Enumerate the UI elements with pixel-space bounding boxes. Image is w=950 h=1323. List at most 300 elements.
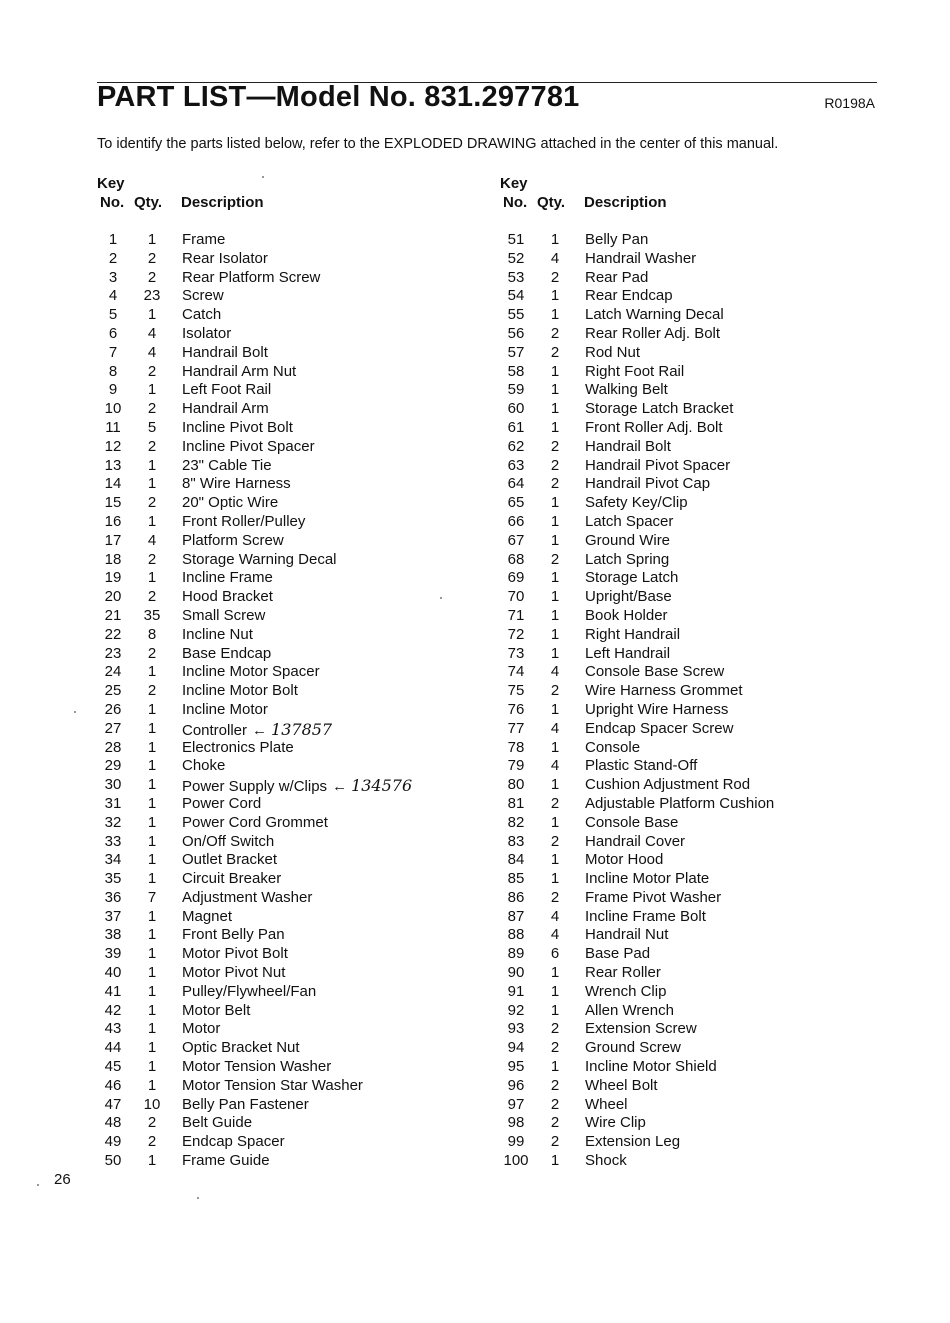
part-row [500, 1114, 880, 1133]
part-description-text: Left Handrail [585, 644, 671, 662]
part-description [585, 814, 678, 831]
part-row [97, 1114, 477, 1133]
parts-list-left [97, 231, 477, 1171]
part-qty: 1 [550, 813, 560, 831]
part-key-no: 56 [507, 324, 525, 342]
part-description-text: Outlet Bracket [182, 851, 278, 869]
part-description [585, 231, 648, 248]
qty-header: Qty. [134, 194, 163, 211]
part-key-no: 92 [507, 1001, 525, 1019]
part-key-no: 81 [507, 794, 525, 812]
part-row [500, 776, 880, 795]
part-description-text: Rear Roller Adj. Bolt [585, 324, 721, 342]
part-key-no: 78 [507, 738, 525, 756]
page-number: 26 [54, 1171, 71, 1188]
part-row [500, 795, 880, 814]
part-key-no: 66 [507, 512, 525, 530]
part-row [97, 344, 477, 363]
part-description [585, 1096, 628, 1113]
part-description-text: Handrail Pivot Spacer [585, 456, 731, 474]
part-qty: 2 [147, 682, 157, 700]
part-description-text: Isolator [182, 324, 232, 342]
part-description-text: Latch Warning Decal [585, 306, 724, 324]
part-description-text: Extension Leg [585, 1133, 681, 1151]
part-description [585, 532, 670, 549]
part-key-no: 7 [108, 343, 118, 361]
part-description [182, 287, 224, 304]
part-description-text: Console Base [585, 813, 679, 831]
part-key-no: 62 [507, 437, 525, 455]
scan-speck [262, 176, 264, 178]
part-key-no: 23 [104, 644, 122, 662]
part-description-text: Wrench Clip [585, 982, 667, 1000]
part-description [182, 325, 231, 342]
part-key-no: 49 [104, 1133, 122, 1151]
part-description-text: On/Off Switch [182, 832, 275, 850]
part-description [182, 1133, 285, 1150]
part-description-text: Screw [182, 287, 224, 305]
scan-speck [74, 711, 76, 713]
part-row [97, 250, 477, 269]
part-description [182, 419, 293, 436]
part-description [585, 833, 685, 850]
part-description [585, 682, 743, 699]
part-description [182, 306, 221, 323]
part-description [182, 776, 412, 795]
part-row [97, 438, 477, 457]
part-description [182, 1077, 363, 1094]
part-description [182, 269, 320, 286]
no-header: No. [100, 194, 125, 211]
part-key-no: 50 [104, 1152, 122, 1170]
part-qty: 1 [550, 644, 560, 662]
part-description-text: Incline Motor Spacer [182, 663, 320, 681]
part-qty: 1 [147, 1058, 157, 1076]
part-qty: 1 [147, 663, 157, 681]
part-row [500, 1020, 880, 1039]
part-description [585, 626, 680, 643]
part-key-no: 70 [507, 588, 525, 606]
part-qty: 1 [550, 494, 560, 512]
part-row [97, 795, 477, 814]
part-key-no: 48 [104, 1114, 122, 1132]
part-row [97, 1020, 477, 1039]
part-key-no: 41 [104, 982, 122, 1000]
qty-header: Qty. [537, 194, 566, 211]
part-description [182, 457, 272, 474]
part-description-text: 20" Optic Wire [182, 494, 279, 512]
part-description-text: Incline Nut [182, 625, 253, 643]
part-key-no: 96 [507, 1076, 525, 1094]
part-qty: 1 [550, 400, 560, 418]
part-row [97, 306, 477, 325]
part-qty: 1 [550, 418, 560, 436]
part-description-text: Ground Wire [585, 531, 671, 549]
part-description-text: Walking Belt [585, 381, 668, 399]
part-qty: 1 [147, 719, 157, 737]
part-qty: 2 [550, 1114, 560, 1132]
part-description [182, 569, 273, 586]
part-key-no: 3 [108, 268, 118, 286]
part-description-text: Incline Motor Bolt [182, 682, 298, 700]
part-description-text: Magnet [182, 907, 233, 925]
part-row [500, 851, 880, 870]
part-qty: 1 [147, 870, 157, 888]
part-row [97, 325, 477, 344]
part-description [182, 363, 296, 380]
part-description-text: Frame Guide [182, 1152, 270, 1170]
part-description [585, 870, 709, 887]
part-key-no: 52 [507, 249, 525, 267]
handwritten-part-number: 134576 [351, 776, 413, 796]
part-row [97, 757, 477, 776]
part-qty: 1 [147, 776, 157, 794]
part-description [585, 663, 724, 680]
part-description-text: Power Cord [182, 794, 262, 812]
part-description [585, 1077, 658, 1094]
arrow-left-icon: ← [252, 721, 268, 739]
part-description [585, 269, 648, 286]
part-row [500, 833, 880, 852]
part-key-no: 60 [507, 400, 525, 418]
part-row [97, 1002, 477, 1021]
part-qty: 35 [143, 606, 161, 624]
part-qty: 7 [147, 888, 157, 906]
part-description-text: Right Foot Rail [585, 362, 685, 380]
part-key-no: 94 [507, 1039, 525, 1057]
part-qty: 1 [147, 381, 157, 399]
part-row [97, 419, 477, 438]
part-key-no: 97 [507, 1095, 525, 1113]
part-description [182, 231, 225, 248]
part-row [500, 532, 880, 551]
part-row [500, 1096, 880, 1115]
part-key-no: 51 [507, 231, 525, 248]
part-row [500, 701, 880, 720]
part-description-text: Endcap Spacer [182, 1133, 285, 1151]
part-description-text: Wheel Bolt [585, 1076, 658, 1094]
part-description-text: 23" Cable Tie [182, 456, 272, 474]
key-header: Key [500, 175, 528, 192]
part-description-text: Platform Screw [182, 531, 284, 549]
part-description-text: Incline Motor Shield [585, 1058, 717, 1076]
part-key-no: 32 [104, 813, 122, 831]
part-description [182, 663, 320, 680]
part-description-text: Handrail Cover [585, 832, 686, 850]
part-description [585, 344, 640, 361]
part-row [500, 964, 880, 983]
part-qty: 1 [550, 362, 560, 380]
part-description-text: Motor Tension Washer [182, 1058, 332, 1076]
part-qty: 1 [147, 813, 157, 831]
part-row [500, 569, 880, 588]
part-key-no: 68 [507, 550, 525, 568]
part-key-no: 27 [104, 719, 122, 737]
part-row [500, 438, 880, 457]
part-qty: 1 [147, 1076, 157, 1094]
part-key-no: 25 [104, 682, 122, 700]
part-description-text: Base Endcap [182, 644, 272, 662]
part-qty: 2 [147, 588, 157, 606]
part-key-no: 15 [104, 494, 122, 512]
part-description [182, 1020, 220, 1037]
part-qty: 1 [147, 851, 157, 869]
part-description-text: Circuit Breaker [182, 870, 282, 888]
part-description-text: Base Pad [585, 945, 651, 963]
part-description [182, 1002, 250, 1019]
part-description-text: Wire Clip [585, 1114, 646, 1132]
part-key-no: 57 [507, 343, 525, 361]
part-description [585, 701, 728, 718]
part-row [97, 1096, 477, 1115]
part-description-text: Handrail Nut [585, 926, 669, 944]
part-row [97, 231, 477, 250]
part-description-text: Front Belly Pan [182, 926, 285, 944]
no-header: No. [503, 194, 528, 211]
part-qty: 1 [550, 1152, 560, 1170]
part-qty: 2 [147, 1114, 157, 1132]
part-row [500, 513, 880, 532]
part-description [585, 983, 666, 1000]
part-row [97, 983, 477, 1002]
part-description-text: Right Handrail [585, 625, 681, 643]
part-qty: 2 [147, 644, 157, 662]
description-header: Description [181, 194, 264, 211]
part-description [585, 1002, 674, 1019]
part-key-no: 37 [104, 907, 122, 925]
part-qty: 1 [550, 1058, 560, 1076]
part-qty: 8 [147, 625, 157, 643]
part-key-no: 55 [507, 306, 525, 324]
part-key-no: 34 [104, 851, 122, 869]
part-qty: 2 [550, 682, 560, 700]
part-row [97, 1039, 477, 1058]
part-description [585, 1039, 681, 1056]
part-key-no: 31 [104, 794, 122, 812]
part-row [500, 1152, 880, 1171]
part-qty: 1 [550, 231, 560, 248]
part-description [585, 475, 710, 492]
part-description-text: Storage Latch Bracket [585, 400, 734, 418]
part-key-no: 46 [104, 1076, 122, 1094]
part-row [500, 419, 880, 438]
part-qty: 1 [147, 907, 157, 925]
part-key-no: 38 [104, 926, 122, 944]
part-qty: 1 [550, 512, 560, 530]
part-description-text: Catch [182, 306, 222, 324]
part-description [182, 626, 253, 643]
part-row [500, 889, 880, 908]
part-key-no: 14 [104, 475, 122, 493]
part-description [182, 645, 271, 662]
part-qty: 1 [147, 926, 157, 944]
part-description-text: Incline Motor Plate [585, 870, 710, 888]
part-description [585, 494, 688, 511]
scan-speck [197, 1197, 199, 1199]
part-key-no: 45 [104, 1058, 122, 1076]
part-row [97, 1058, 477, 1077]
part-description-text: Incline Pivot Bolt [182, 418, 293, 436]
part-qty: 4 [147, 343, 157, 361]
page-title: PART LIST—Model No. 831.297781 [97, 81, 580, 113]
part-description [585, 569, 678, 586]
part-qty: 1 [147, 569, 157, 587]
part-qty: 2 [550, 268, 560, 286]
part-description-text: Upright/Base [585, 588, 672, 606]
document-code: R0198A [824, 95, 875, 111]
part-key-no: 91 [507, 982, 525, 1000]
part-description-text: Wire Harness Grommet [585, 682, 743, 700]
part-description-text: Handrail Arm Nut [182, 362, 297, 380]
part-qty: 1 [550, 964, 560, 982]
part-description-text: Left Foot Rail [182, 381, 272, 399]
part-row [500, 344, 880, 363]
part-key-no: 20 [104, 588, 122, 606]
part-row [500, 983, 880, 1002]
part-description-text: Latch Spacer [585, 512, 674, 530]
part-row [500, 250, 880, 269]
part-qty: 2 [550, 1020, 560, 1038]
part-description-text: Incline Motor [182, 700, 268, 718]
part-qty: 4 [550, 249, 560, 267]
part-qty: 1 [550, 1001, 560, 1019]
part-description-text: Rear Roller [585, 964, 661, 982]
part-key-no: 26 [104, 700, 122, 718]
part-description-text: Front Roller Adj. Bolt [585, 418, 723, 436]
part-qty: 1 [550, 287, 560, 305]
part-description [585, 1114, 646, 1131]
part-description [182, 1039, 300, 1056]
part-qty: 2 [147, 249, 157, 267]
part-key-no: 35 [104, 870, 122, 888]
part-description [585, 908, 706, 925]
part-row [500, 269, 880, 288]
part-row [500, 1133, 880, 1152]
part-description [182, 1152, 270, 1169]
part-qty: 1 [147, 512, 157, 530]
part-key-no: 74 [507, 663, 525, 681]
part-description [585, 757, 697, 774]
part-key-no: 90 [507, 964, 525, 982]
part-description-text: Cushion Adjustment Rod [585, 776, 751, 794]
part-qty: 4 [550, 757, 560, 775]
part-key-no: 95 [507, 1058, 525, 1076]
part-description [585, 363, 684, 380]
part-qty: 2 [550, 550, 560, 568]
part-description [585, 795, 774, 812]
part-description-text: Choke [182, 757, 226, 775]
part-description-text: Plastic Stand-Off [585, 757, 698, 775]
part-description-text: Extension Screw [585, 1020, 697, 1038]
part-description-text: Motor Hood [585, 851, 664, 869]
part-description [182, 475, 291, 492]
part-row [97, 889, 477, 908]
part-description [585, 607, 668, 624]
part-key-no: 86 [507, 888, 525, 906]
part-description [182, 757, 225, 774]
part-description-text: Motor Tension Star Washer [182, 1076, 363, 1094]
part-row [97, 607, 477, 626]
part-qty: 1 [147, 475, 157, 493]
part-row [500, 945, 880, 964]
part-row [97, 926, 477, 945]
handwritten-part-number: 137857 [271, 719, 333, 739]
part-description [585, 325, 720, 342]
part-description-text: Handrail Washer [585, 249, 697, 267]
part-description-text: Rear Endcap [585, 287, 673, 305]
part-qty: 4 [550, 926, 560, 944]
part-description [182, 926, 285, 943]
part-key-no: 64 [507, 475, 525, 493]
part-description [182, 964, 285, 981]
part-qty: 1 [147, 832, 157, 850]
part-row [97, 870, 477, 889]
part-row [97, 551, 477, 570]
part-row [97, 532, 477, 551]
part-key-no: 39 [104, 945, 122, 963]
part-description-text: Belly Pan [585, 231, 649, 248]
part-qty: 5 [147, 418, 157, 436]
part-key-no: 36 [104, 888, 122, 906]
part-description-text: Rear Platform Screw [182, 268, 321, 286]
part-key-no: 17 [104, 531, 122, 549]
part-row [97, 720, 477, 739]
part-description-text: Frame [182, 231, 226, 248]
part-qty: 1 [550, 569, 560, 587]
part-row [500, 1039, 880, 1058]
part-row [500, 720, 880, 739]
part-description-text: Hood Bracket [182, 588, 273, 606]
part-description [585, 419, 723, 436]
part-description [585, 457, 730, 474]
part-key-no: 4 [108, 287, 118, 305]
part-row [500, 908, 880, 927]
part-qty: 1 [550, 700, 560, 718]
part-description [585, 513, 673, 530]
part-description [182, 607, 265, 624]
part-qty: 2 [147, 400, 157, 418]
part-description-text: Safety Key/Clip [585, 494, 688, 512]
part-qty: 1 [550, 606, 560, 624]
part-description-text: Controller [182, 721, 248, 739]
part-row [97, 682, 477, 701]
part-description-text: 8" Wire Harness [182, 475, 291, 493]
part-key-no: 71 [507, 606, 525, 624]
part-description [585, 926, 668, 943]
part-key-no: 5 [108, 306, 118, 324]
part-description-text: Handrail Bolt [585, 437, 671, 455]
part-description-text: Pulley/Flywheel/Fan [182, 982, 317, 1000]
part-row [97, 645, 477, 664]
part-row [500, 363, 880, 382]
part-row [500, 870, 880, 889]
part-key-no: 12 [104, 437, 122, 455]
part-description-text: Rod Nut [585, 343, 641, 361]
part-description-text: Rear Isolator [182, 249, 268, 267]
part-row [500, 457, 880, 476]
part-row [97, 569, 477, 588]
part-qty: 1 [147, 964, 157, 982]
part-qty: 23 [143, 287, 161, 305]
part-description [182, 795, 261, 812]
part-qty: 6 [550, 945, 560, 963]
part-description-text: Shock [585, 1152, 627, 1170]
part-qty: 1 [550, 738, 560, 756]
part-description-text: Motor Pivot Nut [182, 964, 286, 982]
part-description [585, 851, 663, 868]
part-key-no: 83 [507, 832, 525, 850]
part-key-no: 69 [507, 569, 525, 587]
